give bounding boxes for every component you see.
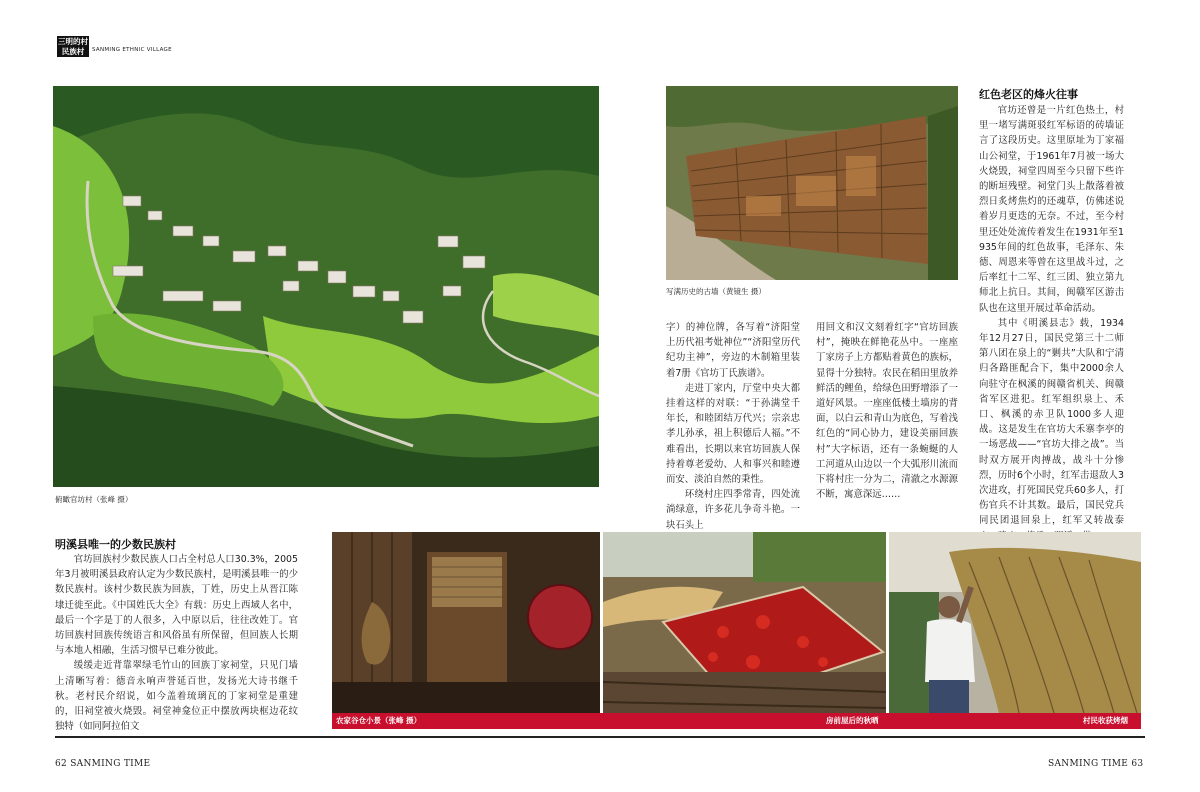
article-column-left	[55, 552, 298, 734]
aerial-village-photo	[53, 86, 599, 487]
left-page-folio: 62 SANMING TIME	[55, 759, 151, 769]
wall-photo-caption: 写满历史的古墙（黄镜生 摄）	[666, 287, 766, 296]
paragraph: 用回文和汉文刻着红字“官坊回族村”，掩映在鲜艳花丛中。一座座丁家房子上方都贴着黄色的族标，显得十分独特。农民在稻田里放养鲜活的鲤鱼，给绿色田野增添了一道好风景。一座座低楼土墙房的背面，以白云和青山为底色，写着浅红色的“同心协力，建设美丽回族村”大字标语，还有一条蜿蜒的人工河道从山边以一个大弧形川流而下将村庄一分为二，清澈之水源源不断，寓意深远……	[816, 322, 958, 501]
article-column-mid1	[666, 320, 800, 533]
paragraph: 缓缓走近背靠翠绿毛竹山的回族丁家祠堂，只见门墙上清晰写着：德音永响声誉延百世，发扬光大诗书继千秋。老村民介绍说，如今盖着琉璃瓦的丁家祠堂是重建的，旧祠堂被火烧毁。祠堂神龛位正中摆放两块框边花纹独特（如同阿拉伯文	[55, 660, 298, 733]
magazine-column-logo	[57, 36, 89, 57]
logo-english-title: SANMING ETHNIC VILLAGE	[92, 47, 172, 53]
paragraph: 环绕村庄四季常青，四处流淌绿意，许多花儿争奇斗艳。一块石头上	[666, 489, 800, 531]
logo-cn-line1: 三明的村	[58, 37, 88, 46]
photo-caption-bar	[332, 713, 1141, 729]
aerial-photo-caption: 俯瞰官坊村（张峰 摄）	[55, 495, 133, 504]
right-page-folio: SANMING TIME 63	[1048, 759, 1144, 769]
footer-rule	[55, 736, 1145, 738]
section-heading-ethnic-village: 明溪县唯一的少数民族村	[55, 538, 176, 551]
granary-caption: 农家谷仓小景（张峰 摄）	[336, 716, 422, 725]
granary-photo	[332, 532, 600, 713]
peppers-caption: 房前屋后的秋晒	[826, 716, 879, 725]
paragraph: 官坊回族村少数民族人口占全村总人口30.3%，2005年3月被明溪县政府认定为少数民族村，是明溪县唯一的少数民族村。该村少数民族为回族，丁姓，历史上从晋江陈埭迁徙至此。《中国姓氏大全》有载：历史上西域人名中，最后一个字是丁的人很多，入中原以后，往往改姓丁。官坊回族村回族传统语言和风俗虽有所保留，但回族人长期与本地人相融，生活习惯早已难分彼此。	[55, 554, 298, 657]
paragraph: 字）的神位牌，各写着“济阳堂上历代祖考妣神位”“济阳堂历代纪功主神”，旁边的木制箱里装着7册《官坊丁氏族谱》。	[666, 322, 800, 379]
paragraph: 走进丁家内，厅堂中央大都挂着这样的对联：“于孙满堂千年长，和睦团结万代兴；宗亲忠孝儿孙承，祖上积德后人福。”不难看出，长期以来官坊回族人保持着尊老爱幼、人和事兴和睦遵而安、淡泊自然的秉性。	[666, 382, 800, 486]
tobacco-harvest-photo	[889, 532, 1141, 713]
paragraph: 其中《明溪县志》载，1934年12月27日，国民党第三十二师第八团在泉上的“剿共”大队和宁清归各路匪配合下，集中2000余人向驻守在枫溪的闽赣省机关、闽赣省军区进犯。红军组织泉上、禾口、枫溪的赤卫队1000多人迎战。这是发生在官坊大禾寨李亭的一场恶战——“官坊大排之战”。当时双方展开肉搏战，战斗十分惨烈，历时6个小时，红军击退敌人3次进攻，打死国民党兵60多人，打伤官兵不计其数。最后，国民党兵同民团退回泉上，红军又转战泰	[979, 317, 1124, 527]
ancient-wall-photo	[666, 86, 958, 280]
drying-peppers-photo	[603, 532, 886, 713]
paragraph: 官坊还曾是一片红色热土，村里一堵写满斑驳红军标语的砖墙证言了这段历史。这里原址为丁家福山公祠堂，于1961年7月被一场大火烧毁，祠堂四周至今只留下些许的断垣残壁。祠堂门头上散落着被烈日炙烤焦灼的还魂草，仿佛述说着岁月更迭的无奈。不过，至今村里还处处流传着发生在1931年至1935年间的红色故事，毛泽东、朱德、周恩来等曾在这里战斗过，之后率红十二军、红三团、独立第九师北上抗日。其间，闽赣军区游击队也在这里开展过革命活动。	[979, 105, 1124, 314]
article-column-mid2	[816, 320, 958, 502]
section-heading-red-history: 红色老区的烽火往事	[979, 88, 1078, 101]
logo-cn-line2: 民族村	[61, 47, 85, 56]
tobacco-caption: 村民收获烤烟	[1083, 716, 1128, 725]
